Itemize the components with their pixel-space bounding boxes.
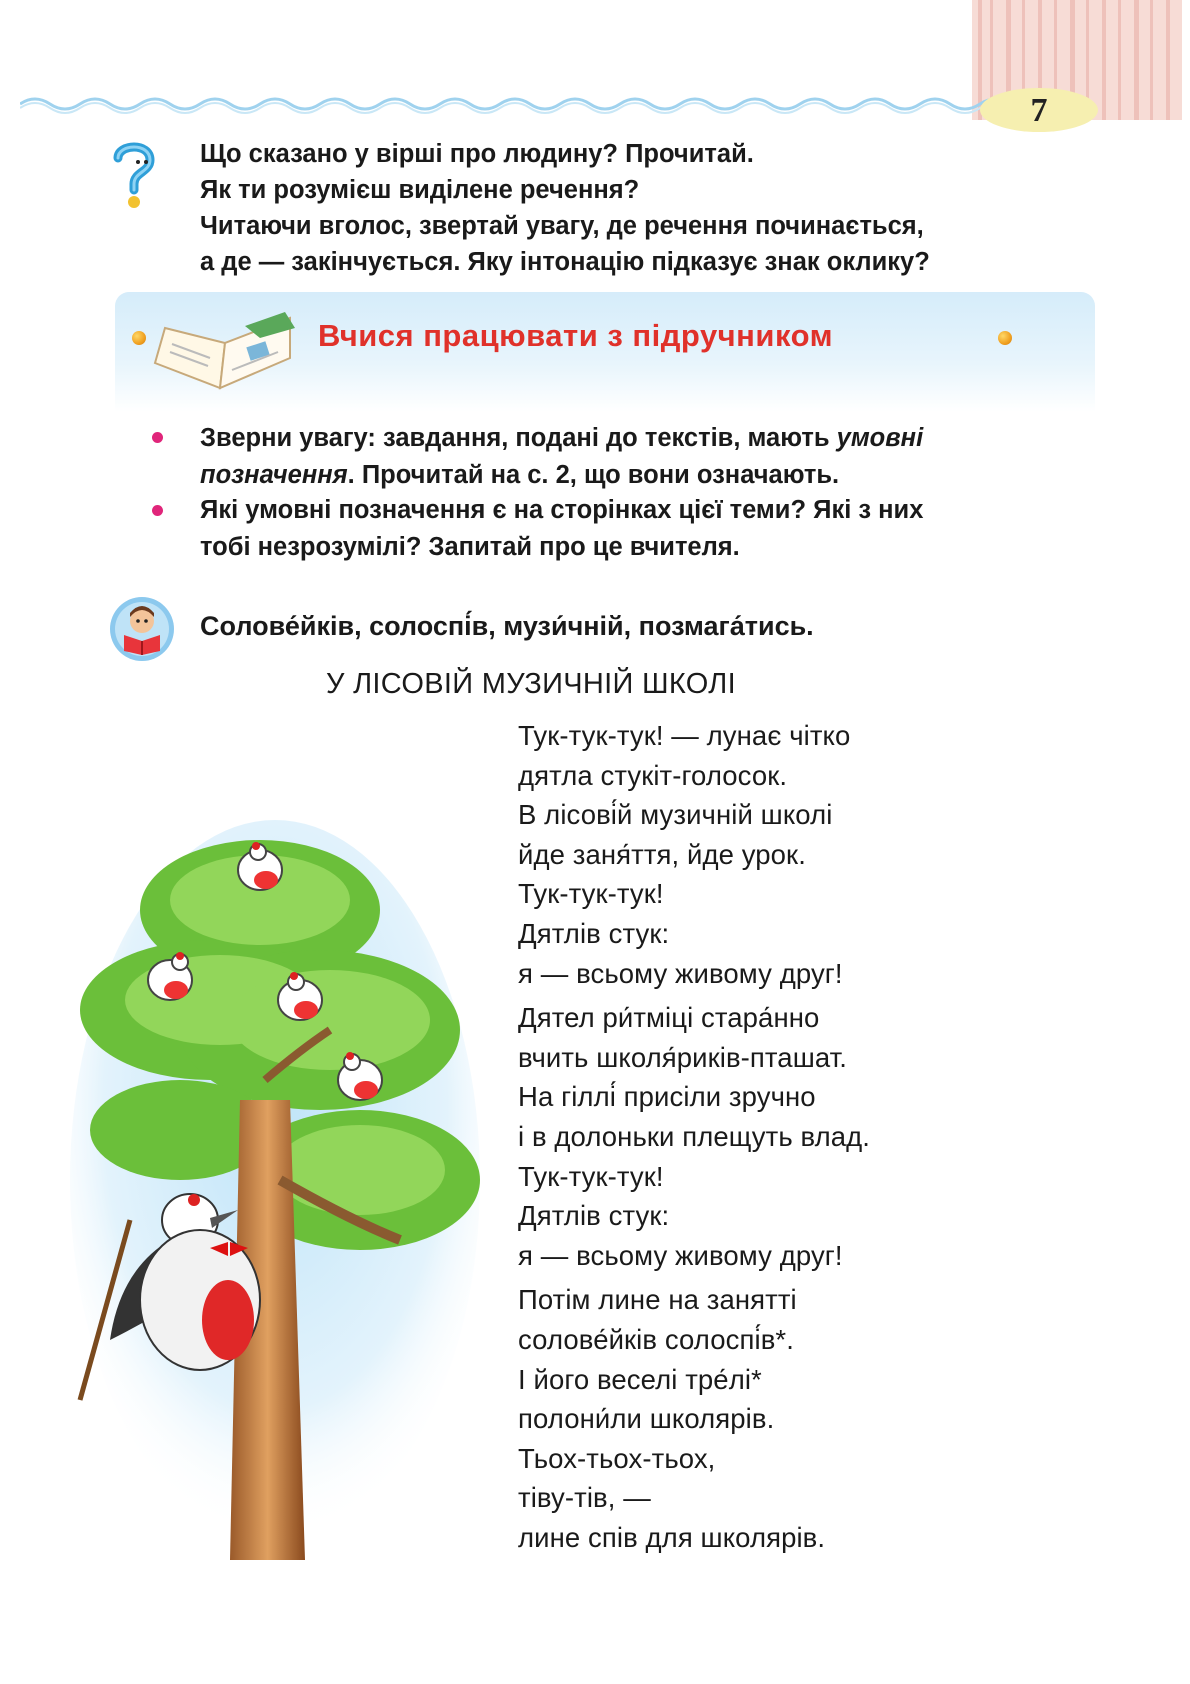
poem-line: я — всьому живому друг!	[518, 957, 843, 989]
section-title: Вчися працювати з підручником	[318, 318, 834, 353]
poem-line: йде заня́ття, йде урок.	[518, 838, 806, 870]
reading-child-icon	[108, 595, 176, 663]
tip-text: . Прочитай на с. 2, що вони означають.	[347, 461, 840, 489]
question-line: Як ти розумієш виділене речення?	[200, 176, 640, 204]
poem-stanza	[518, 1280, 1078, 1557]
tip-emphasis: позначення	[200, 461, 348, 489]
poem	[518, 716, 1078, 1562]
poem-stanza	[518, 716, 1078, 993]
poem-line: Потім лине на занятті	[518, 1284, 797, 1316]
poem-stanza	[518, 998, 1078, 1275]
vocabulary-words: Солове́йків, солоспі́в, музи́чній, позмага́тись.	[200, 611, 814, 641]
poem-line: солове́йків солоспі́в*.	[518, 1323, 794, 1355]
poem-line: І його веселі тре́лі*	[518, 1363, 762, 1395]
tip-emphasis: умовні	[836, 424, 924, 452]
question-mark-icon	[108, 140, 160, 210]
tip-text: тобі незрозумілі? Запитай про це вчителя.	[200, 533, 740, 561]
poem-title: У ЛІСОВІЙ МУЗИЧНІЙ ШКОЛІ	[326, 668, 736, 700]
poem-line: В лісові́й музичній школі	[518, 799, 833, 831]
poem-line: Тук-тук-тук!	[518, 878, 664, 910]
poem-line: дятла стукіт-голосок.	[518, 759, 788, 791]
bullet	[152, 432, 163, 443]
poem-line: Дятел ри́тміці стара́нно	[518, 1002, 820, 1034]
question-line: Читаючи вголос, звертай увагу, де речення починається,	[200, 212, 924, 240]
poem-line: полони́ли школярів.	[518, 1403, 775, 1435]
poem-line: Тук-тук-тук!	[518, 1160, 664, 1192]
tip-item	[200, 492, 1080, 566]
poem-line: лине спів для школярів.	[518, 1521, 826, 1553]
question-line: а де — закінчується. Яку інтонацію підказує знак оклику?	[200, 248, 930, 276]
banner-dot-left	[132, 331, 146, 345]
poem-line: На гіллі́ присіли зручно	[518, 1081, 816, 1113]
tip-text: Які умовні позначення є на сторінках цієї теми? Які з них	[200, 496, 924, 524]
banner-dot-right	[998, 331, 1012, 345]
tip-item	[200, 420, 1080, 494]
wave-divider	[20, 92, 1010, 116]
poem-line: Тьох-тьох-тьох,	[518, 1442, 716, 1474]
poem-line: Дятлів стук:	[518, 917, 670, 949]
poem-line: я — всьому живому друг!	[518, 1239, 843, 1271]
questions-block	[200, 136, 1100, 280]
question-line: Що сказано у вірші про людину? Прочитай.	[200, 140, 754, 168]
poem-line: тіву-тів, —	[518, 1482, 651, 1514]
page-number: 7	[980, 88, 1098, 132]
poem-line: Тук-тук-тук! — лунає чітко	[518, 720, 851, 751]
poem-line: Дятлів стук:	[518, 1200, 670, 1232]
tree-woodpeckers-illustration	[60, 800, 480, 1570]
tip-text: Зверни увагу: завдання, подані до текстів, мають	[200, 424, 837, 452]
poem-line: вчить школя́риків-пташат.	[518, 1041, 848, 1073]
poem-line: і в долоньки плещуть влад.	[518, 1120, 871, 1152]
bullet	[152, 505, 163, 516]
open-book-icon	[150, 308, 300, 398]
